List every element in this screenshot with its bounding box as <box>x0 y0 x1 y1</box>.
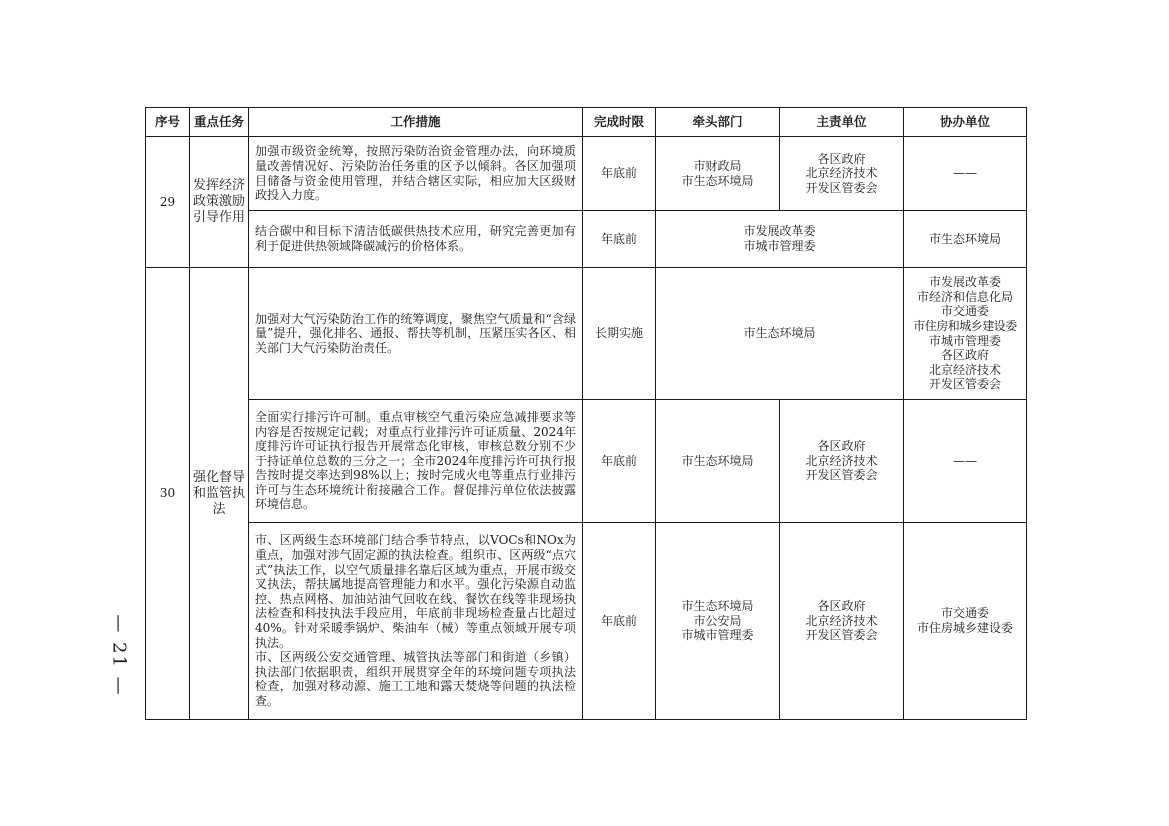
table-row <box>146 137 1027 211</box>
lead-responsible-cell <box>656 268 904 400</box>
lead-line: 市城市管理委 <box>743 239 816 253</box>
assist-line: 各区政府 <box>940 348 989 363</box>
assist-line: 市经济和信息化局 <box>916 289 1013 304</box>
assist-dash: —— <box>953 166 977 181</box>
seq-cell: 30 <box>146 268 190 720</box>
lead-line: 市财政局 <box>693 158 742 173</box>
assist-line: 市住房和城乡建设委 <box>913 318 1017 333</box>
lead-cell <box>656 523 780 720</box>
lead-cell <box>656 137 780 211</box>
assist-line: 市发展改革委 <box>928 275 1001 290</box>
header-measures: 工作措施 <box>249 108 583 137</box>
responsible-cell <box>780 137 904 211</box>
measures-cell: 全面实行排污许可制。重点审核空气重污染应急减排要求等内容是否按规定记载；对重点行业排污许可证质量、2024年度排污许可证执行报告开展常态化审核，审核总数分别不少于持证单位总数的三分之一；全市2024年度排污许可执行报告按时提交率达到98%以上；按时完成火电等重点行业排污许可与生态环境统计衔接融合工作。督促排污单位依法披露环境信息。 <box>249 400 583 523</box>
lead-line: 市生态环境局 <box>743 326 816 341</box>
measures-cell: 加强市级资金统筹，按照污染防治资金管理办法，向环境质量改善情况好、污染防治任务重的区予以倾斜。各区加强项目储备与资金使用管理，并结合辖区实际，相应加大区级财政投入力度。 <box>249 137 583 211</box>
assist-line: 市住房城乡建设委 <box>916 621 1013 635</box>
deadline-cell: 年底前 <box>583 211 656 268</box>
header-lead: 牵头部门 <box>656 108 780 137</box>
deadline-cell: 年底前 <box>583 137 656 211</box>
task-cell: 发挥经济政策激励引导作用 <box>190 137 249 268</box>
header-assist: 协办单位 <box>904 108 1027 137</box>
assist-line: 市生态环境局 <box>928 231 1001 246</box>
lead-line: 市公安局 <box>693 613 742 628</box>
deadline-cell: 年底前 <box>583 523 656 720</box>
table-row <box>146 400 1027 523</box>
measures-paragraph: 市、区两级生态环境部门结合季节特点，以VOCs和NOx为重点，加强对涉气固定源的执法检查。组织市、区两级“点穴式”执法工作，以空气质量排名靠后区域为重点，开展市级交叉执法，帮扶属地提高管理能力和水平。强化污染源自动监控、热点网格、加油站油气回收在线、餐饮在线等非现场执法检查和科技执法手段应用，年底前非现场检查量占比超过40%。针对采暖季锅炉、柴油车（械）等重点领域开展专项执法。 <box>255 533 576 650</box>
assist-cell <box>904 137 1027 211</box>
assist-cell <box>904 211 1027 268</box>
lead-line: 市生态环境局 <box>681 453 754 468</box>
lead-line: 市发展改革委 <box>743 224 816 239</box>
responsible-line: 北京经济技术 <box>805 613 878 628</box>
lead-line: 市城市管理委 <box>681 628 754 643</box>
lead-line: 市生态环境局 <box>681 599 754 614</box>
table-row <box>146 268 1027 400</box>
responsible-line: 开发区管委会 <box>805 468 878 483</box>
responsible-line: 开发区管委会 <box>805 180 878 195</box>
assist-line: 市交通委 <box>940 304 989 319</box>
page-number <box>104 600 134 710</box>
table-row <box>146 211 1027 268</box>
task-table <box>145 107 1027 720</box>
assist-line: 开发区管委会 <box>928 377 1001 392</box>
task-cell: 强化督导和监管执法 <box>190 268 249 720</box>
measures-paragraph: 市、区两级公安交通管理、城管执法等部门和街道（乡镇）执法部门依据职责，组织开展贯穿全年的环境问题专项执法检查，加强对移动源、施工工地和露天焚烧等问题的执法检查。 <box>255 650 576 708</box>
page-number-text: — 21 — <box>108 613 130 697</box>
responsible-line: 北京经济技术 <box>805 166 878 181</box>
seq-cell: 29 <box>146 137 190 268</box>
measures-cell: 结合碳中和目标下清洁低碳供热技术应用，研究完善更加有利于促进供热领域降碳减污的价格体系。 <box>249 211 583 268</box>
assist-cell <box>904 523 1027 720</box>
deadline-cell: 长期实施 <box>583 268 656 400</box>
lead-line: 市生态环境局 <box>681 173 754 188</box>
header-seq: 序号 <box>146 108 190 137</box>
responsible-cell <box>780 523 904 720</box>
responsible-line: 各区政府 <box>817 599 866 614</box>
assist-cell <box>904 268 1027 400</box>
header-responsible: 主责单位 <box>780 108 904 137</box>
lead-cell <box>656 400 780 523</box>
header-deadline: 完成时限 <box>583 108 656 137</box>
header-task: 重点任务 <box>190 108 249 137</box>
table-row <box>146 523 1027 720</box>
deadline-cell: 年底前 <box>583 400 656 523</box>
measures-cell <box>249 523 583 720</box>
measures-cell: 加强对大气污染防治工作的统筹调度，聚焦空气质量和“含绿量”提升，强化排名、通报、帮扶等机制，压紧压实各区、相关部门大气污染防治责任。 <box>249 268 583 400</box>
table-header-row <box>146 108 1027 137</box>
responsible-line: 各区政府 <box>817 151 866 166</box>
responsible-line: 各区政府 <box>817 439 866 454</box>
lead-responsible-cell <box>656 211 904 268</box>
assist-line: 北京经济技术 <box>928 362 1001 377</box>
assist-cell <box>904 400 1027 523</box>
assist-line: 市交通委 <box>940 606 989 621</box>
responsible-cell <box>780 400 904 523</box>
assist-dash: —— <box>953 453 977 468</box>
responsible-line: 北京经济技术 <box>805 453 878 468</box>
responsible-line: 开发区管委会 <box>805 628 878 643</box>
assist-line: 市城市管理委 <box>928 333 1001 348</box>
